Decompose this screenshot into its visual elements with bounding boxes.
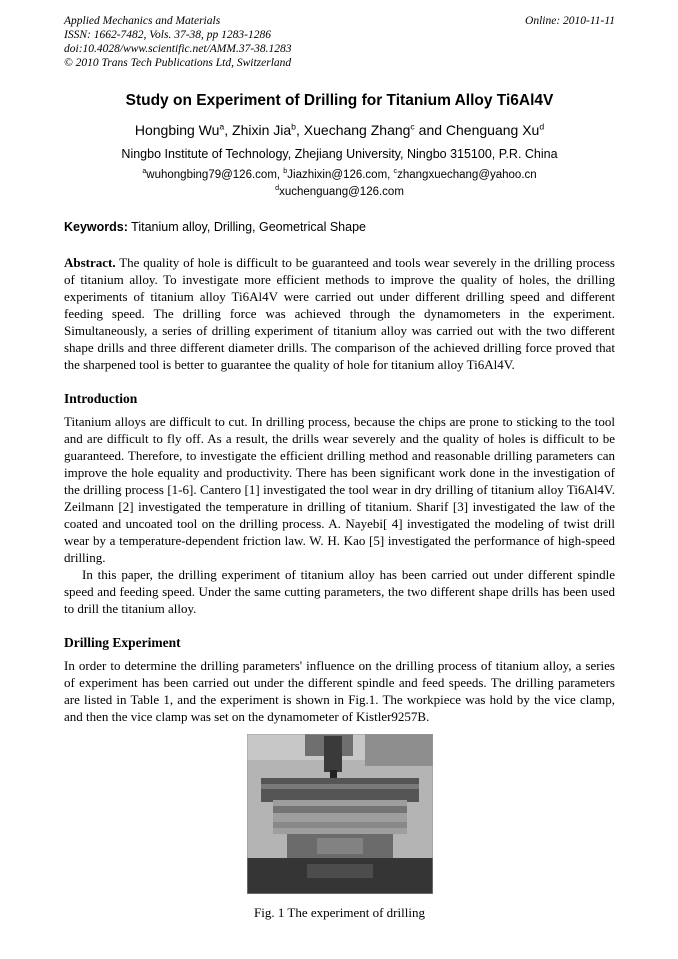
author-separator: , — [296, 122, 304, 139]
keywords-text: Titanium alloy, Drilling, Geometrical Shape — [127, 220, 366, 235]
email-affil-mark: c — [393, 167, 398, 176]
email-affil-mark: d — [275, 184, 280, 193]
journal-header — [64, 14, 615, 70]
journal-header-left — [64, 14, 292, 70]
email-address: Jiazhixin@126.com — [287, 169, 388, 182]
figure-1-caption: Fig. 1 The experiment of drilling — [254, 905, 425, 921]
keywords-label: Keywords: — [64, 220, 128, 235]
email-address: wuhongbing79@126.com — [146, 169, 277, 182]
figure-1 — [64, 734, 615, 921]
affiliation-line: Ningbo Institute of Technology, Zhejiang University, Ningbo 315100, P.R. China — [121, 147, 558, 162]
author-separator: , — [224, 122, 233, 139]
keywords-line — [64, 220, 615, 234]
author-name: Zhixin Jia — [232, 122, 292, 139]
abstract-paragraph — [64, 254, 615, 373]
paragraph: Titanium alloys are difficult to cut. In drilling process, because the chips are prone to sticking to the tool and are difficult to fly off. As a result, the drills wear severely and the quality of holes is difficult to be guaranteed. Therefore, to investigate the efficient drilling method and reasonable drilling parameters can improve the hole equality and productivity. There has been significant work done in the investigation of the drilling process [1-6]. Cantero [1] investigated the tool wear in dry drilling of titanium alloy Ti6Al4V. Zeilmann [2] investigated the temperature in drilling of titanium. Sharif [3] investigated the law of the coated and uncoated tool on the drilling process. A. Nayebi[ 4] investigated the modeling of twist drill wear by a temperature-dependent friction law. W. H. Kao [5] investigated the performance of high-speed drilling. — [64, 414, 615, 566]
doi-line: doi:10.4028/www.scientific.net/AMM.37-38.1283 — [64, 43, 292, 56]
copyright-line: © 2010 Trans Tech Publications Ltd, Switzerland — [64, 57, 292, 70]
emails-line-2 — [64, 186, 615, 198]
email-affil-mark: b — [283, 167, 288, 176]
emails-line-1 — [64, 169, 615, 181]
author-name: Xuechang Zhang — [303, 122, 411, 139]
figure-1-photo — [247, 734, 433, 894]
issn-line: ISSN: 1662-7482, Vols. 37-38, pp 1283-1286 — [64, 29, 271, 42]
abstract-label: Abstract. — [64, 255, 116, 271]
section-heading-introduction: Introduction — [64, 391, 138, 407]
author-separator: and — [414, 122, 446, 139]
author-name: Hongbing Wu — [134, 122, 220, 139]
email-separator: , — [276, 169, 284, 182]
email-address: xuchenguang@126.com — [279, 186, 404, 199]
email-affil-mark: a — [142, 167, 147, 176]
paragraph: In this paper, the drilling experiment of titanium alloy has been carried out under different spindle speed and feeding speed. Under the same cutting parameters, the two different shape drills has been used to drill the titanium alloy. — [64, 567, 615, 617]
section-heading-drilling-experiment: Drilling Experiment — [64, 635, 181, 651]
email-address: zhangxuechang@yahoo.cn — [397, 169, 537, 182]
paragraph: In order to determine the drilling parameters' influence on the drilling process of titanium alloy, a series of experiment has been carried out under the different spindle and feed speeds. The drilling parameters are listed in Table 1, and the experiment is shown in Fig.1. The workpiece was hold by the vice clamp, and then the vice clamp was set on the dynamometer of Kistler9257B. — [64, 658, 615, 725]
authors-line — [64, 122, 615, 138]
author-affil-mark: b — [291, 121, 296, 132]
abstract-text: The quality of hole is difficult to be guaranteed and tools wear severely in the drilling process of titanium alloy. To investigate more efficient methods to improve the quality of holes, the drilling experiments of titanium alloy Ti6Al4V were carried out under different drilling speed and different feeding speed. The drilling force was achieved through the dynamometers in the experiment. Simultaneously, a series of drilling experiment of titanium alloy was carried out with the two different shape drills and three different diameter drills. The comparison of the achieved drilling force proved that the sharpened tool is better to guarantee the quality of hole for titanium alloy Ti6Al4V. — [64, 255, 615, 373]
author-name: Chenguang Xu — [445, 122, 540, 139]
author-affil-mark: d — [539, 121, 545, 132]
email-separator: , — [387, 169, 394, 182]
author-affil-mark: a — [219, 121, 225, 132]
author-affil-mark: c — [410, 121, 415, 132]
paper-title: Study on Experiment of Drilling for Titanium Alloy Ti6Al4V — [125, 92, 554, 110]
online-date: Online: 2010-11-11 — [525, 15, 615, 27]
journal-name: Applied Mechanics and Materials — [64, 15, 221, 27]
